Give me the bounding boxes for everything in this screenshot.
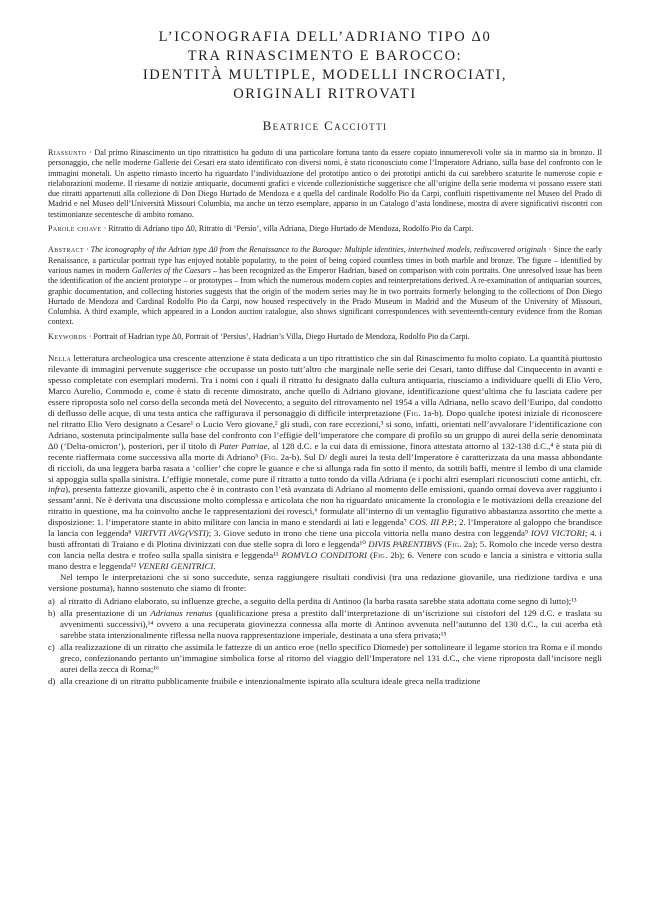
list-marker: b) xyxy=(48,607,56,618)
body-text: ), presenta fattezze giovanili, aspetto che è in contrasto con l’età avanzata di Adriano al momento delle emissioni, quando ormai doveva aver raggiunto i sessant’anni. Ne è derivata una discussione molto complessa e articolata che non ha riguardato unicamente la cronologia e le motivazioni della creazione del ritratto in questione, ma ha coinvolto anche le rappresentazioni dei rovesci,⁶ formulate all’interno di un ventaglio figurativo abbastanza assortito che mette a disposizione: 1. l’imperatore stante in abito militare con lancia in mano e stendardi ai lati e leggenda⁷ xyxy=(48,484,602,528)
body-paragraph-1 xyxy=(48,353,602,572)
body-text: ; 2. l’Imperatore al galoppo che brandisce la lancia con leggenda⁸ xyxy=(48,517,602,539)
body-text: letteratura archeologica una crescente attenzione è stata dedicata a un tipo ritrattistico che sin dal Rinascimento fu molto copiato. La quantità piuttosto rilevante di immagini pervenute suggerisce che occupasse un posto tutt’altro che marginale nelle serie dei Cesari, tanto diffuse dal Cinquecento in avanti e spesso completate con esemplari moderni. Tra i nomi con i quali il ritratto fu designato dalla cultura antiquaria, riusciamo a individuare quelli di Elio Vero, Marco Aurelio, Commodo e, come è stato di recente dimostrato, anche quello di Adriano giovane, identificazione quest’ultima che fu lasciata cadere per essere riproposta solo nel corso della seconda metà del Novecento, a seguito del ritrovamento nel 1954 a villa Adriana, nello scavo dell’Euripo, dal condotto di deflusso delle acque, di una testa antica che raffigurava il personaggio di difficile interpretazione ( xyxy=(48,353,602,418)
italic-term: Adrianus renatus xyxy=(150,607,213,618)
coin-legend: COS. III P.P. xyxy=(409,517,455,528)
parole-chiave xyxy=(48,224,602,234)
list-marker: d) xyxy=(48,675,56,686)
figure-ref: Fig xyxy=(372,550,386,561)
body-text: . 2a); 5. Romolo che incede verso destra con lancia nella destra e trofeo sulla spalla sinistra e leggenda¹¹ xyxy=(48,539,603,561)
italic-term: Pater Patriae xyxy=(219,440,268,451)
list-marker: c) xyxy=(48,641,55,652)
list-text: alla presentazione di un xyxy=(60,607,151,618)
list-item xyxy=(48,596,602,607)
riassunto xyxy=(48,148,602,220)
list-marker: a) xyxy=(48,596,55,607)
list-text: alla realizzazione di un ritratto che assimila le fattezze di un antico eroe (nello specifico Diomede) per sottolineare il legame storico tra Roma e il mondo greco, confezionando pertanto un’immagine simbolica forse al ritorno del viaggio dell’Imperatore nel 131 d.C., che viene riproposta dall’incisore negli aurei della zecca di Roma;¹⁶ xyxy=(60,641,602,674)
body-text: ; 4. i busti affrontati di Traiano e di Plotina divinizzati con due stelle sopra di loro e leggenda¹⁰ xyxy=(48,528,602,550)
list-item xyxy=(48,676,602,687)
author-name: Beatrice Cacciotti xyxy=(262,118,388,133)
coin-legend: VENERI GENITRICI xyxy=(138,561,214,572)
abstract-text-pre: · Since the early Renaissance, a particular portrait type has enjoyed notable popularity, to the point of being copied countless times in both marble and bronze. The figure – identified by various names in modern xyxy=(48,245,602,275)
interpretation-list xyxy=(48,596,602,687)
title-line-2: TRA RINASCIMENTO E BAROCCO: xyxy=(187,48,463,64)
figure-ref: Fig xyxy=(406,407,419,418)
abstract-title: · The iconography of the Adrian type Δ0 from the Renaissance to the Baroque: Multiple identities, intertwined models, rediscovered originals xyxy=(84,245,547,255)
body-text: . 1a-b). Dopo qualche ipotesi iniziale di riconoscere nel ritratto Elio Vero designato a Cesare¹ o Lucio Vero giovane,² gli studi, con rare eccezioni,³ si sono, infatti, orientati nell’avvalorare l’identificazione con Adriano, sostenuta principalmente sulla base del confronto con l’effigie dell’imperatore che compare di profilo su un gruppo di aurei della serie denominata Δ0 (‘Delta-omicron’), posteriori, per il titolo di xyxy=(48,407,602,451)
title-line-3: IDENTITÀ MULTIPLE, MODELLI INCROCIATI, xyxy=(142,67,508,83)
body-text: . 2a-b). Sul D/ degli aurei la testa dell’Imperatore è caratterizzata da una massa abbondante di riccioli, da una leggera barba rasata a ‘collier’ che copre le guance e che si allunga rada fin sotto il mento, da sottili baffi, mentre il lembo di una clamide si appoggia sulla spalla sinistra. L’effigie monetale, come pure il ritratto a tutto tondo da villa Adriana (e i pochi altri esemplari riconosciuti come antichi, cfr. xyxy=(48,451,603,484)
list-text: al ritratto di Adriano elaborato, su influenze greche, a seguito della perdita di Antinoo (la barba rasata sarebbe stata adottata come segno di lutto);¹³ xyxy=(60,596,577,607)
abstract-text-post: – has been recognized as the Emperor Hadrian, based on comparison with coin portraits. One unresolved issue has been the identification of the ancient prototype – or prototypes – from which the numerous modern copies and reinterpretations derived. A re-examination of antiquarian sources, graphic documentation, and collecting histories suggests that the origin of the modern series may lie in two portraits formerly belonging to the collections of Don Diego Hurtado de Mendoza and Cardinal Rodolfo Pio da Carpi, now housed respectively in the Prado Museum in Madrid and the Museum of the University of Missouri, Columbia. A third example, which appeared in a London auction catalogue, also shows significant correspondences with seventeenth-century evidence from the Roman context. xyxy=(48,265,602,327)
list-item xyxy=(48,642,602,675)
coin-legend: VIRTVTI AVG(VSTI) xyxy=(134,528,209,539)
body-text: , al 128 d.C. e la cui data di emissione, finora attestata attorno al 132-138 d.C.,⁴ è stata più di recente riaffermata come successiva alla morte di Adriano⁵ ( xyxy=(48,440,602,462)
body-paragraph-2: Nel tempo le interpretazioni che si sono succedute, senza raggiungere risultati condivisi (tra una redazione giovanile, una riedizione tardiva e una versione postuma), hanno sostenuto che siamo di fronte: xyxy=(48,572,602,594)
body-text: ( xyxy=(366,550,373,561)
figure-ref: Fig xyxy=(263,451,276,462)
parole-chiave-label: Parole chiave xyxy=(48,224,102,234)
title-line-1: L’ICONOGRAFIA DELL’ADRIANO TIPO Δ0 xyxy=(158,29,492,45)
list-text: alla creazione di un ritratto pubblicamente fruibile e intenzionalmente ispirato alla scultura ideale greca nella tradizione xyxy=(60,675,481,686)
body-text: . xyxy=(213,561,216,572)
body-text: ( xyxy=(441,539,448,550)
italic-term: infra xyxy=(48,484,66,495)
list-text: (qualificazione presa a prestito dall’interpretazione di un’iscrizione sui cistofori del 129 d.C. e traslata su avvenimenti successivi),¹⁴ ovvero a una recuperata giovinezza connessa alla morte di Antinoo avvenuta nell’autunno del 130 d.C., la cui acerba età sarebbe stata intenzionalmente riflessa nella nuova rappresentazione imperiale, destinata a una sfera privata;¹⁵ xyxy=(60,607,602,640)
title-line-4: ORIGINALI RITROVATI xyxy=(233,86,417,102)
keywords xyxy=(48,332,602,342)
abstract-text-italic: Galleries of the Caesars xyxy=(131,265,211,275)
article-body xyxy=(48,353,602,687)
coin-legend: DIVIS PARENTIBVS xyxy=(368,539,442,550)
body-text: ; 3. Giove seduto in trono che tiene una piccola vittoria nella mano destra con leggenda⁹ xyxy=(208,528,531,539)
body-text: . 2b); 6. Venere con scudo e lancia a sinistra e vittoria sulla mano destra e leggenda¹² xyxy=(48,550,602,572)
keywords-text: · Portrait of Hadrian type Δ0, Portrait of ‘Persius’, Hadrian’s Villa, Diego Hurtado de Mendoza, Rodolfo Pio da Carpi. xyxy=(86,331,470,341)
keywords-label: Keywords xyxy=(48,331,87,341)
abstract-label: Abstract xyxy=(48,245,85,255)
article-title xyxy=(48,28,602,104)
coin-legend: ROMVLO CONDITORI xyxy=(281,550,367,561)
riassunto-label: Riassunto xyxy=(48,148,87,157)
figure-ref: Fig xyxy=(447,539,460,550)
abstract xyxy=(48,245,602,327)
parole-chiave-text: · Ritratto di Adriano tipo Δ0, Ritratto di ‘Persio’, villa Adriana, Diego Hurtado de Mendoza, Rodolfo Pio da Carpi. xyxy=(101,224,474,234)
riassunto-text: · Dal primo Rinascimento un tipo ritrattistico ha goduto di una particolare fortuna tanto da essere copiato innumerevoli volte sia in marmo sia in bronzo. Il personaggio, che nelle moderne Gallerie dei Cesari era stato identificato con diversi nomi, è stato riconosciuto come l’Imperatore Adriano, sulla base del confronto con le immagini monetali. Un aspetto rimasto incerto ha riguardato l’individuazione del prototipo antico o dei prototipi antichi da cui sarebbero scaturite le numerose copie e rielaborazioni moderne. Il riesame di notizie antiquarie, documenti grafici e vicende collezionistiche suggerisce che all’origine della serie moderna vi possano essere stati due ritratti appartenuti alla collezione di Don Diego Hurtado de Mendoza e a quella del cardinale Rodolfo Pio da Carpi, confluiti rispettivamente nel Museo del Prado di Madrid e nel Museo dell’Università Missouri Columbia, ma anche un terzo esemplare, apparso in un Catalogo d’asta londinese, mostra di avere significativi riscontri con testimonianze secentesche di ambito romano. xyxy=(48,148,602,219)
coin-legend: IOVI VICTORI xyxy=(530,528,585,539)
list-item xyxy=(48,608,602,641)
lead-word: Nella xyxy=(48,353,72,364)
